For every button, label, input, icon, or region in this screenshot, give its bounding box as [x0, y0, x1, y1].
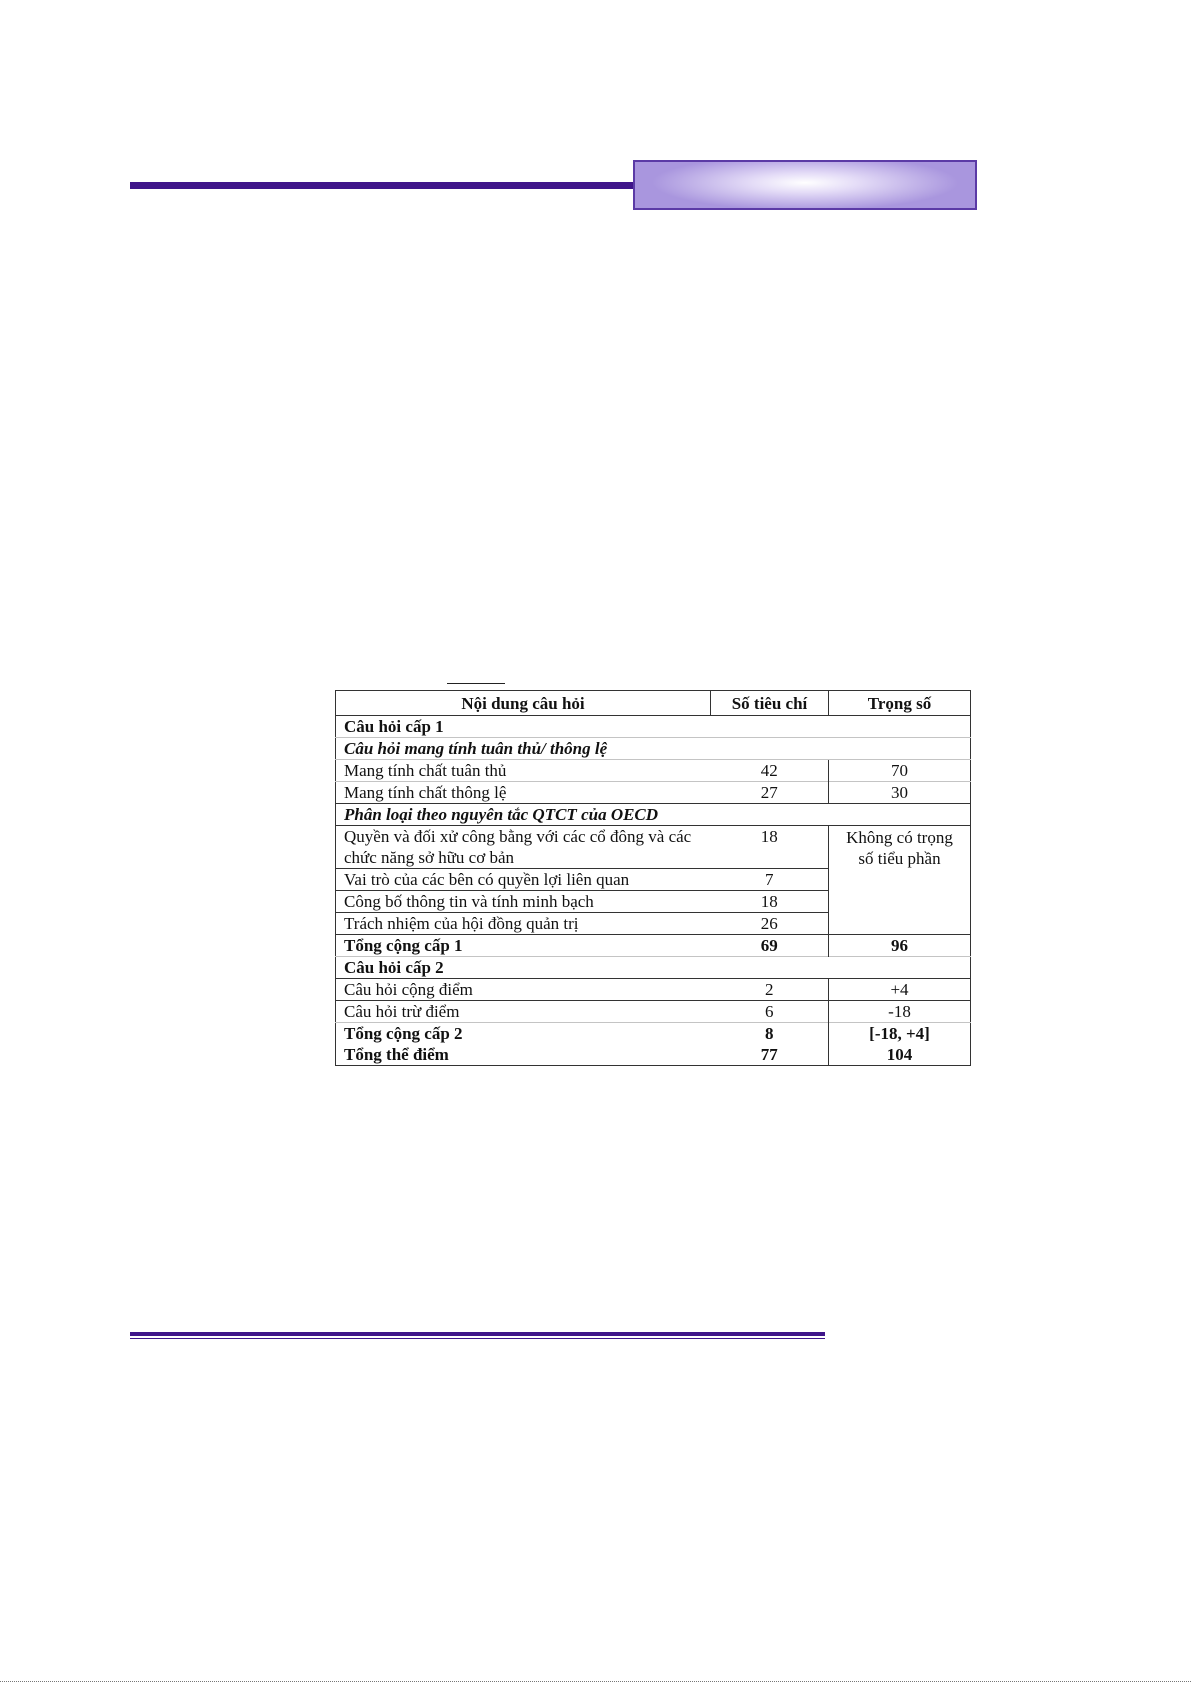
row-label: Công bố thông tin và tính minh bạch	[336, 891, 711, 913]
subsection-title-compliance: Câu hỏi mang tính tuân thủ/ thông lệ	[336, 738, 971, 760]
header-weight: Trọng số	[829, 691, 971, 716]
table-row	[336, 1001, 971, 1023]
row-criteria: 27	[711, 782, 829, 804]
page-bottom-edge	[0, 1681, 1191, 1682]
subsection-row	[336, 738, 971, 760]
scoring-table	[335, 690, 971, 1066]
caption-underline	[447, 683, 505, 684]
total-row-level2	[336, 1023, 971, 1045]
grand-total-row	[336, 1044, 971, 1066]
subsection-title-oecd: Phân loại theo nguyên tắc QTCT của OECD	[336, 804, 971, 826]
table-row	[336, 826, 971, 869]
total-weight: [-18, +4]	[829, 1023, 971, 1045]
row-criteria: 7	[711, 869, 829, 891]
row-weight: 70	[829, 760, 971, 782]
row-criteria: 18	[711, 826, 829, 869]
section-row	[336, 957, 971, 979]
row-weight: 30	[829, 782, 971, 804]
row-criteria: 26	[711, 913, 829, 935]
footer-rule	[130, 1332, 825, 1339]
row-criteria: 6	[711, 1001, 829, 1023]
table-header-row	[336, 691, 971, 716]
table-row	[336, 782, 971, 804]
section-title-level1: Câu hỏi cấp 1	[344, 717, 444, 736]
total-criteria: 69	[711, 935, 829, 957]
total-row-level1	[336, 935, 971, 957]
section-row	[336, 716, 971, 738]
row-label: Câu hỏi trừ điểm	[336, 1001, 711, 1023]
header-content: Nội dung câu hỏi	[336, 691, 711, 716]
header-rule	[130, 182, 635, 189]
total-label: Tổng cộng cấp 2	[336, 1023, 711, 1045]
total-label: Tổng cộng cấp 1	[336, 935, 711, 957]
table-row	[336, 760, 971, 782]
row-criteria: 2	[711, 979, 829, 1001]
total-weight: 96	[829, 935, 971, 957]
row-criteria: 42	[711, 760, 829, 782]
table-row	[336, 979, 971, 1001]
row-label: Vai trò của các bên có quyền lợi liên quan	[336, 869, 711, 891]
header-banner	[633, 160, 977, 210]
header-criteria: Số tiêu chí	[711, 691, 829, 716]
grand-total-weight: 104	[829, 1044, 971, 1066]
row-weight: -18	[829, 1001, 971, 1023]
section-title-level2: Câu hỏi cấp 2	[336, 957, 971, 979]
row-label: Câu hỏi cộng điểm	[336, 979, 711, 1001]
weight-note: Không có trọng số tiểu phần	[829, 826, 971, 935]
row-weight: +4	[829, 979, 971, 1001]
subsection-row	[336, 804, 971, 826]
row-label: Quyền và đối xử công bằng với các cổ đông và các chức năng sở hữu cơ bản	[336, 826, 711, 869]
row-label: Trách nhiệm của hội đồng quản trị	[336, 913, 711, 935]
grand-total-criteria: 77	[760, 1045, 778, 1064]
grand-total-label: Tổng thể điểm	[344, 1045, 449, 1064]
total-criteria: 8	[711, 1023, 829, 1045]
row-label: Mang tính chất tuân thủ	[336, 760, 711, 782]
row-criteria: 18	[711, 891, 829, 913]
row-label: Mang tính chất thông lệ	[336, 782, 711, 804]
